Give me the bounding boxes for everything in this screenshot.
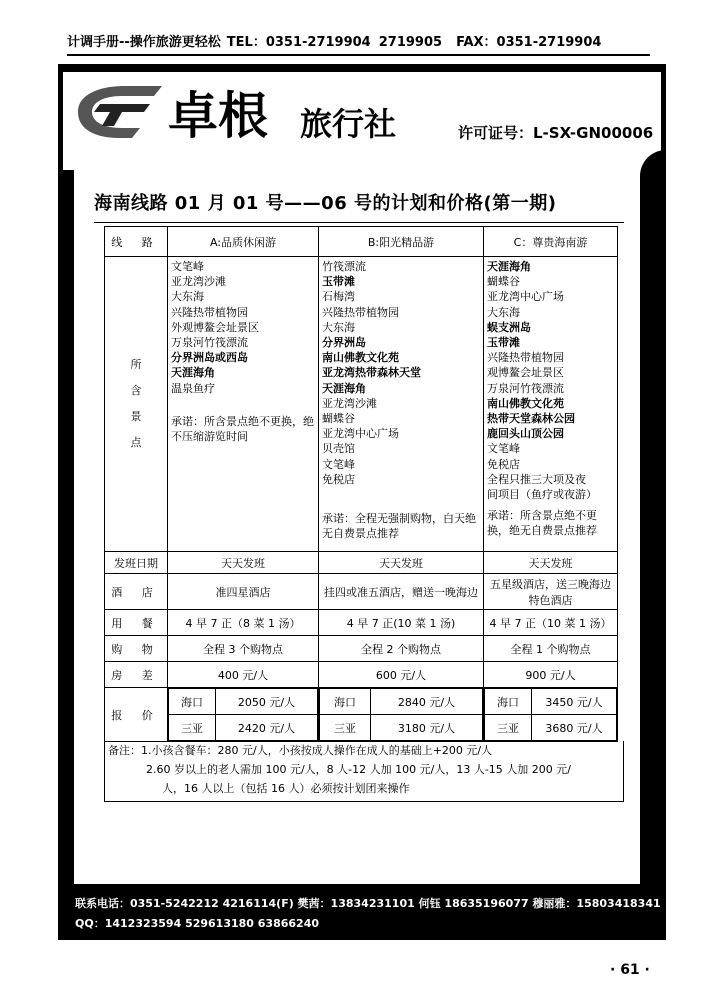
depart-label: 发班日期 xyxy=(105,552,168,574)
hotel-label: 酒 店 xyxy=(105,574,168,610)
page-title: 海南线路 01 月 01 号——06 号的计划和价格(第一期) xyxy=(94,190,624,223)
spot-item: 免税店 xyxy=(487,457,520,471)
spots-b xyxy=(319,257,484,552)
spot-item: 石梅湾 xyxy=(322,290,355,304)
depart-a: 天天发班 xyxy=(168,552,319,574)
price-city: 三亚 xyxy=(320,715,371,741)
spot-item: 免税店 xyxy=(322,472,355,486)
price-city: 海口 xyxy=(320,689,371,715)
price-b xyxy=(319,688,484,742)
shop-a: 全程 3 个购物点 xyxy=(168,636,319,662)
hotel-a: 准四星酒店 xyxy=(168,574,319,610)
license-number: 许可证号：L-SX-GN00006 xyxy=(458,124,654,142)
spot-item: 蜈支洲岛 xyxy=(487,320,531,334)
spot-list xyxy=(487,259,614,502)
promise-c: 承诺：所含景点绝不更换，绝无自费景点推荐 xyxy=(487,509,597,538)
price-value: 3180 元/人 xyxy=(371,715,483,741)
spot-list xyxy=(322,259,480,487)
note-line-3: 人，16 人以上（包括 16 人）必须按计划团来操作 xyxy=(162,782,410,795)
price-c xyxy=(484,688,618,742)
spot-item: 蝴蝶谷 xyxy=(487,275,520,289)
spot-item: 大东海 xyxy=(171,290,204,304)
note-line-2: 2.60 岁以上的老人需加 100 元/人，8 人-12 人加 100 元/人，13 人-15 人加 200 元/ xyxy=(146,763,571,776)
decorative-swoosh-left xyxy=(58,170,74,890)
meal-label: 用 餐 xyxy=(105,610,168,636)
spot-item: 文笔峰 xyxy=(171,260,204,273)
price-a xyxy=(168,688,319,742)
spot-item: 兴隆热带植物园 xyxy=(171,305,248,319)
spot-item: 天涯海角 xyxy=(487,260,531,273)
spot-item: 兴隆热带植物园 xyxy=(322,305,399,319)
price-label: 报 价 xyxy=(105,688,168,742)
footer-contacts: 联系电话：0351-5242212 4216114(F) 樊茜：13834231101 何钰 18635196077 穆丽雅：15803418341 xyxy=(75,897,661,910)
spot-item: 兴隆热带植物园 xyxy=(487,351,564,365)
spot-item: 观博鳌会址景区 xyxy=(487,366,564,380)
route-b: B:阳光精品游 xyxy=(319,227,484,257)
price-city: 三亚 xyxy=(169,715,216,741)
spot-item: 蝴蝶谷 xyxy=(322,412,355,426)
header-fax: FAX：0351-2719904 xyxy=(456,35,602,50)
spot-item: 天涯海角 xyxy=(171,366,215,380)
price-city: 海口 xyxy=(169,689,216,715)
hotel-c: 五星级酒店，送三晚海边特色酒店 xyxy=(484,574,618,610)
brand-subtitle: 旅行社 xyxy=(300,105,397,143)
shop-b: 全程 2 个购物点 xyxy=(319,636,484,662)
spot-item: 亚龙湾沙滩 xyxy=(171,275,226,289)
route-c: C：尊贵海南游 xyxy=(484,227,618,257)
meal-b: 4 早 7 正(10 菜 1 汤) xyxy=(319,610,484,636)
hotel-b: 挂四或准五酒店，赠送一晚海边 xyxy=(319,574,484,610)
page-number: · 61 · xyxy=(610,962,650,978)
spot-item: 外观博鳌会址景区 xyxy=(171,320,259,334)
spot-list xyxy=(171,259,315,396)
itinerary-table xyxy=(104,226,618,742)
promise-a: 承诺：所含景点绝不更换，绝不压缩游览时间 xyxy=(171,414,314,443)
spots-a xyxy=(168,257,319,552)
spot-item: 玉带滩 xyxy=(322,275,355,289)
spot-item: 温泉鱼疗 xyxy=(171,381,215,395)
note-line-1: 备注：1.小孩含餐车：280 元/人，小孩按成人操作在成人的基础上+200 元/人 xyxy=(108,744,493,757)
depart-b: 天天发班 xyxy=(319,552,484,574)
room-c: 900 元/人 xyxy=(484,662,618,688)
spot-item: 分界洲岛 xyxy=(322,336,366,350)
spot-item: 分界洲岛或西岛 xyxy=(171,351,248,365)
spot-item: 玉带滩 xyxy=(487,336,520,350)
spots-label-char: 景 xyxy=(130,410,142,423)
shop-label: 购 物 xyxy=(105,636,168,662)
price-city: 三亚 xyxy=(485,715,532,741)
spots-c xyxy=(484,257,618,552)
spot-item: 鹿回头山顶公园 xyxy=(487,427,564,441)
footer-qq: QQ：1412323594 529613180 63866240 xyxy=(75,917,320,930)
spot-item: 大东海 xyxy=(322,320,355,334)
header-tel2: 2719905 xyxy=(378,35,443,50)
decorative-swoosh-right xyxy=(640,150,666,890)
price-value: 2840 元/人 xyxy=(371,689,483,715)
spots-label xyxy=(105,257,168,552)
price-value: 3450 元/人 xyxy=(532,689,617,715)
header-slogan: 计调手册--操作旅游更轻松 xyxy=(67,35,221,50)
room-label: 房 差 xyxy=(105,662,168,688)
room-a: 400 元/人 xyxy=(168,662,319,688)
route-label: 线 路 xyxy=(105,227,168,257)
spot-item: 间项目（鱼疗或夜游） xyxy=(487,488,597,502)
depart-c: 天天发班 xyxy=(484,552,618,574)
spot-item: 万泉河竹筏漂流 xyxy=(487,381,564,395)
route-a: A:品质休闲游 xyxy=(168,227,319,257)
meal-a: 4 早 7 正（8 菜 1 汤） xyxy=(168,610,319,636)
room-b: 600 元/人 xyxy=(319,662,484,688)
spot-item: 热带天堂森林公园 xyxy=(487,412,575,426)
promise-b: 承诺：全程无强制购物，白天绝无自费景点推荐 xyxy=(322,512,476,541)
spot-item: 亚龙湾中心广场 xyxy=(322,427,399,441)
spot-item: 文笔峰 xyxy=(322,457,355,471)
spot-item: 天涯海角 xyxy=(322,381,366,395)
shop-c: 全程 1 个购物点 xyxy=(484,636,618,662)
spot-item: 南山佛教文化苑 xyxy=(487,396,564,410)
price-value: 2420 元/人 xyxy=(216,715,318,741)
spot-item: 文笔峰 xyxy=(487,442,520,456)
page-header xyxy=(67,32,650,56)
spot-item: 大东海 xyxy=(487,305,520,319)
spots-label-char: 所 xyxy=(130,358,142,371)
spot-item: 贝壳馆 xyxy=(322,442,355,456)
spot-item: 全程只推三大项及夜 xyxy=(487,472,586,486)
spot-item: 亚龙湾中心广场 xyxy=(487,290,564,304)
notes xyxy=(104,741,624,802)
price-city: 海口 xyxy=(485,689,532,715)
spots-label-char: 含 xyxy=(130,384,142,397)
spot-item: 亚龙湾沙滩 xyxy=(322,396,377,410)
header-tel: TEL：0351-2719904 xyxy=(226,35,371,50)
spots-label-char: 点 xyxy=(130,436,142,449)
spot-item: 南山佛教文化苑 xyxy=(322,351,399,365)
price-value: 2050 元/人 xyxy=(216,689,318,715)
meal-c: 4 早 7 正（10 菜 1 汤） xyxy=(484,610,618,636)
price-value: 3680 元/人 xyxy=(532,715,617,741)
spot-item: 竹筏漂流 xyxy=(322,260,366,273)
spot-item: 亚龙湾热带森林天堂 xyxy=(322,366,421,380)
spot-item: 万泉河竹筏漂流 xyxy=(171,336,248,350)
contact-footer xyxy=(63,889,661,936)
company-logo-icon xyxy=(70,82,165,142)
brand-name: 卓根 xyxy=(168,87,268,145)
